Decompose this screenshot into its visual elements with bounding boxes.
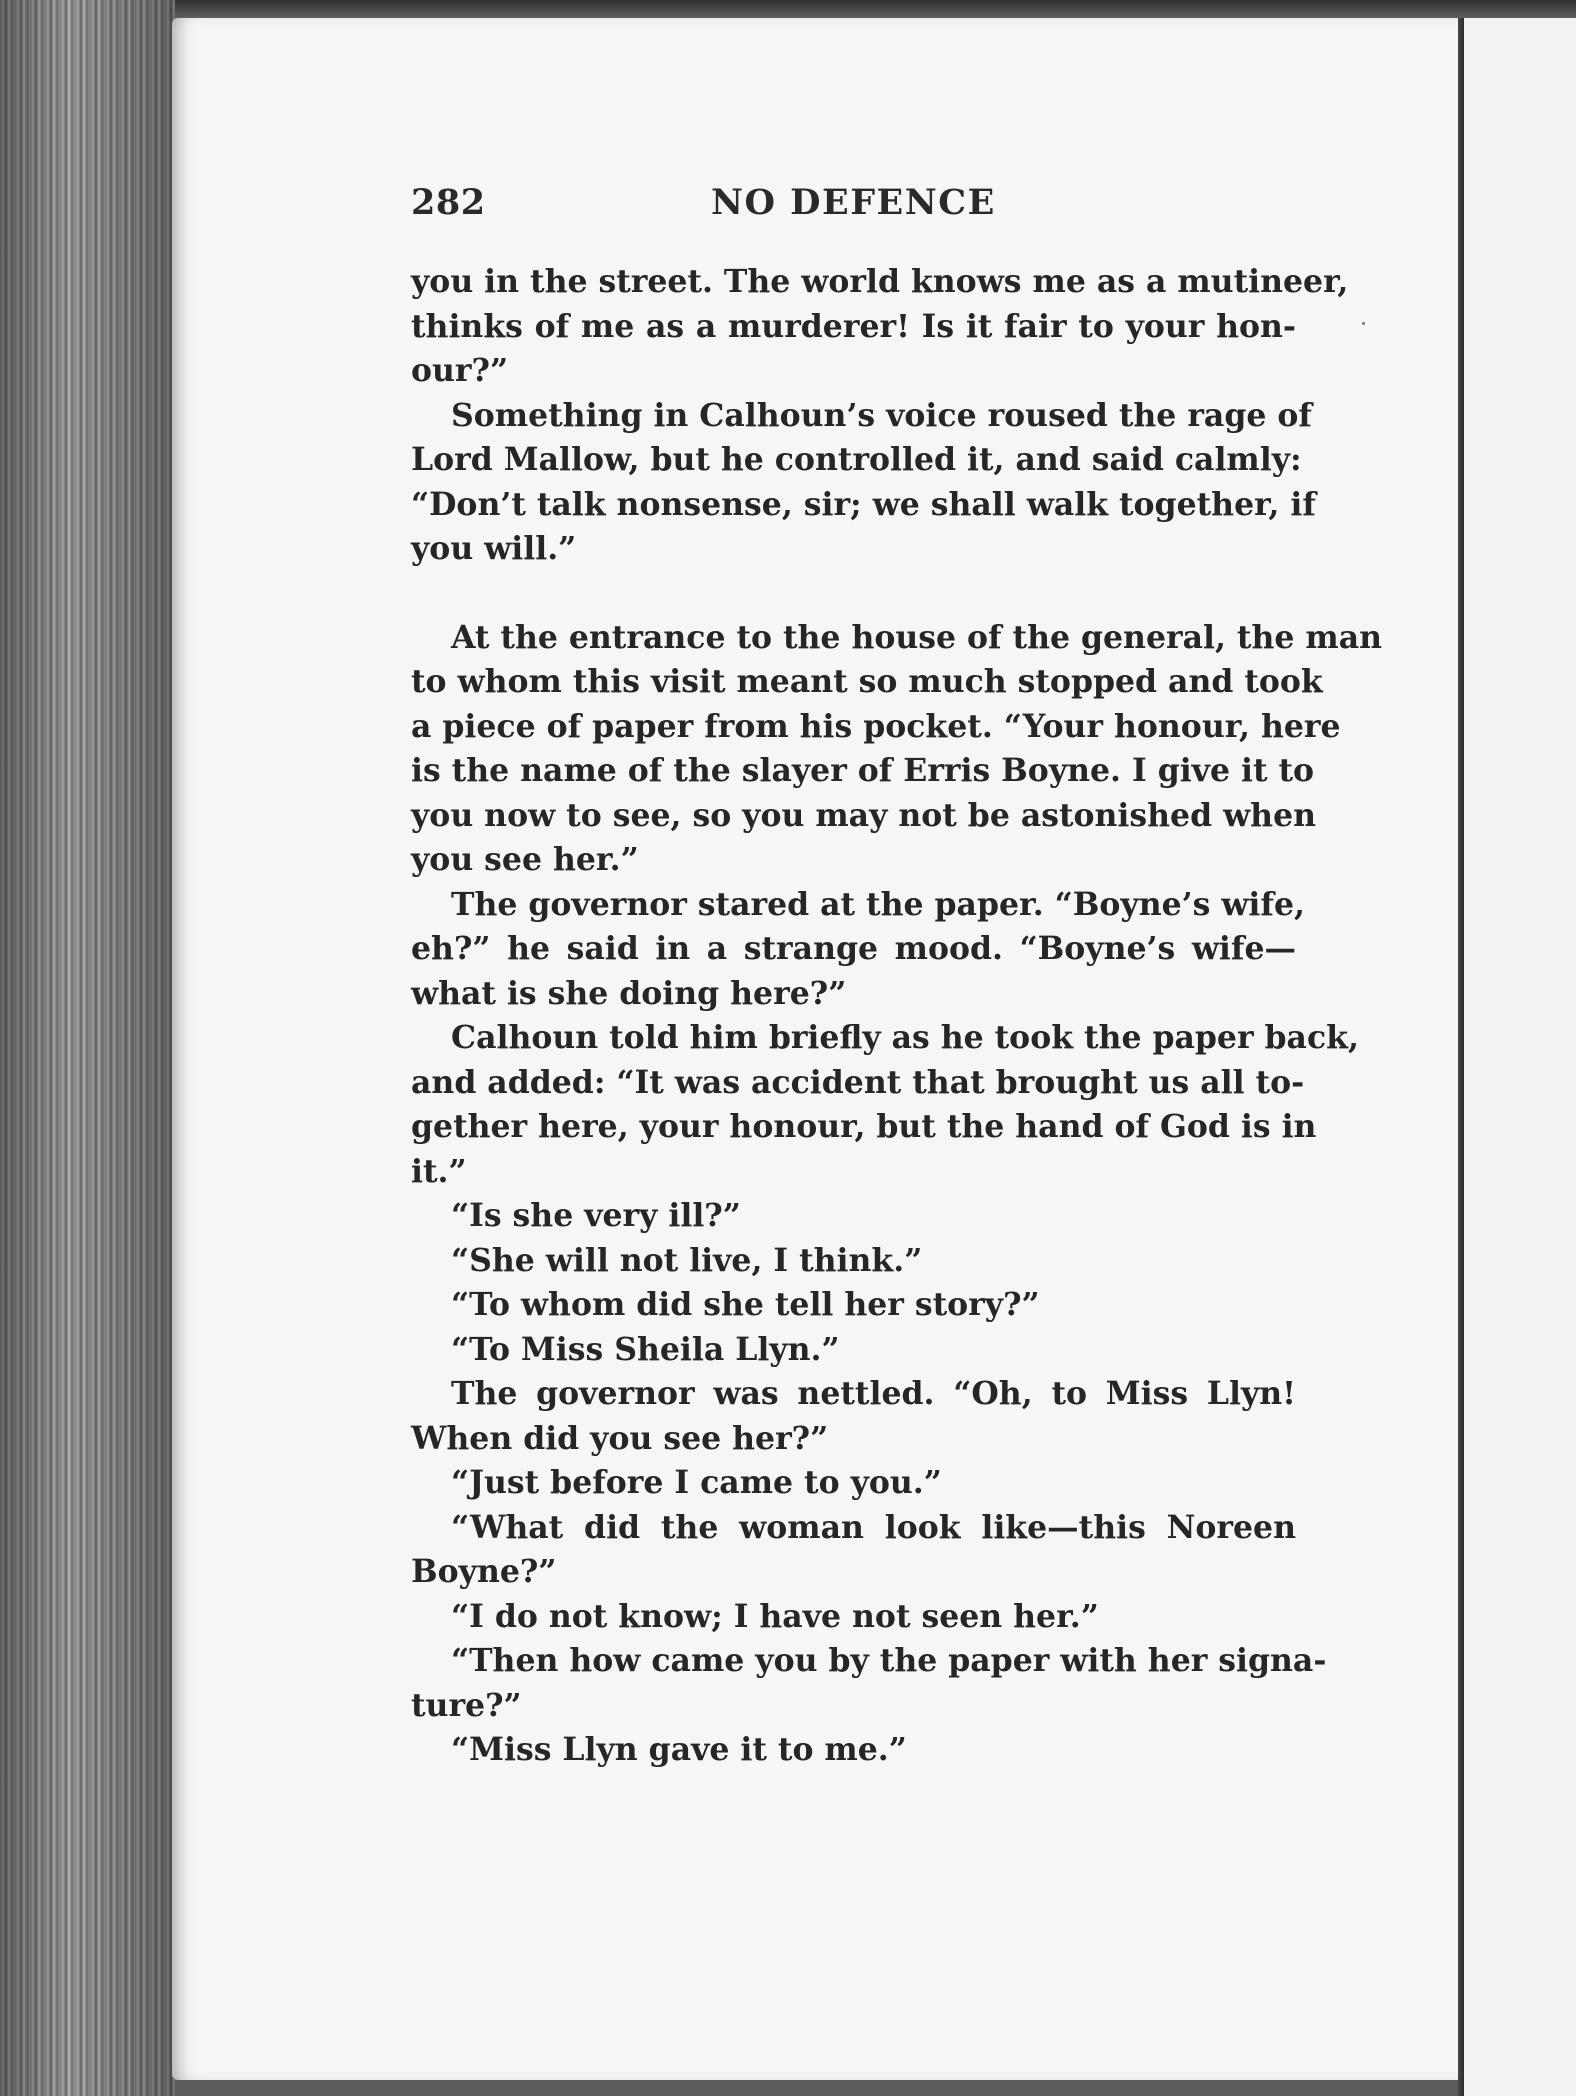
body-text [411, 260, 1383, 1773]
text-line: The governor was nettled. “Oh, to Miss Llyn! [451, 1375, 1296, 1412]
text-line: you will.” [411, 530, 577, 567]
text-line: our?” [411, 352, 509, 389]
text-line: “Is she very ill?” [451, 1197, 741, 1234]
text-line: Boyne?” [411, 1553, 557, 1590]
text-line: Calhoun told him briefly as he took the paper back, [451, 1019, 1359, 1056]
text-line: “Just before I came to you.” [451, 1464, 942, 1501]
running-title: NO DEFENCE [711, 182, 996, 223]
text-line: Something in Calhoun’s voice roused the rage of [451, 396, 1312, 434]
text-line: thinks of me as a murderer! Is it fair to your hon- [411, 307, 1296, 345]
text-line: When did you see her?” [411, 1419, 829, 1457]
text-line: “What did the woman look like—this Noreen [451, 1508, 1296, 1546]
text-line: is the name of the slayer of Erris Boyne. I give it to [411, 752, 1315, 789]
book-edge-shadow [0, 0, 175, 2096]
paper-speck [1362, 322, 1365, 325]
text-line: eh?” he said in a strange mood. “Boyne’s wife— [411, 930, 1296, 967]
text-line: what is she doing here?” [411, 974, 847, 1012]
section-break [411, 572, 1296, 616]
text-line: ture?” [411, 1686, 522, 1724]
text-line: Lord Mallow, but he controlled it, and said calmly: [411, 441, 1302, 478]
text-line: gether here, your honour, but the hand of God is in [411, 1108, 1317, 1145]
text-line: you now to see, so you may not be astonished when [411, 796, 1317, 834]
text-line: “I do not know; I have not seen her.” [451, 1597, 1099, 1635]
text-line: you in the street. The world knows me as a mutineer, [411, 263, 1349, 300]
text-line: a piece of paper from his pocket. “Your honour, here [411, 707, 1341, 745]
text-line: “She will not live, I think.” [451, 1241, 923, 1279]
running-head [411, 182, 1296, 232]
text-line: At the entrance to the house of the general, the man [451, 618, 1383, 656]
text-line: it.” [411, 1152, 467, 1190]
text-line: you see her.” [411, 841, 639, 878]
text-line: “To Miss Sheila Llyn.” [451, 1330, 840, 1368]
text-line: to whom this visit meant so much stopped and took [411, 663, 1323, 700]
text-line: “Miss Llyn gave it to me.” [451, 1731, 907, 1768]
text-line: The governor stared at the paper. “Boyne’s wife, [451, 885, 1305, 923]
text-line: “Don’t talk nonsense, sir; we shall walk together, if [411, 485, 1316, 523]
text-line: and added: “It was accident that brought us all to- [411, 1063, 1305, 1101]
page-number: 282 [411, 182, 486, 223]
text-line: “Then how came you by the paper with her signa- [451, 1642, 1327, 1679]
facing-page-edge [1464, 18, 1576, 2096]
text-line: “To whom did she tell her story?” [451, 1286, 1040, 1323]
